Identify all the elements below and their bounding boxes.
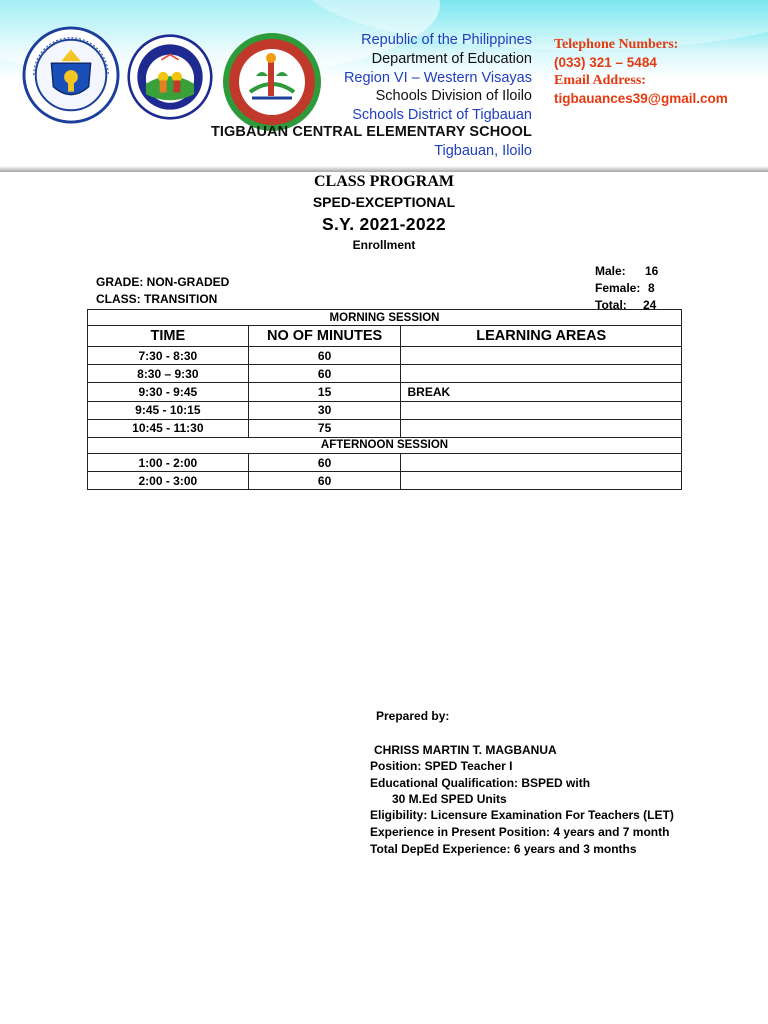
total-label: Total: bbox=[595, 298, 627, 312]
enrollment-heading: Enrollment bbox=[352, 238, 416, 252]
learning-area-cell bbox=[401, 365, 682, 383]
school-year: S.Y. 2021-2022 bbox=[322, 214, 446, 234]
learning-area-cell: BREAK bbox=[401, 383, 682, 401]
female-label: Female: bbox=[595, 281, 641, 295]
total-count: 24 bbox=[643, 298, 657, 312]
agency-line: Schools District of Tigbauan bbox=[352, 107, 532, 123]
teacher-qualification: Educational Qualification: BSPED with bbox=[370, 776, 591, 790]
time-cell: 7:30 - 8:30 bbox=[88, 347, 249, 365]
learning-area-cell bbox=[401, 347, 682, 365]
session-row bbox=[88, 437, 682, 453]
experience-total: Total DepEd Experience: 6 years and 3 months bbox=[370, 842, 637, 856]
morning-session-label: MORNING SESSION bbox=[88, 310, 682, 326]
table-row bbox=[88, 347, 682, 365]
experience-present-position: Experience in Present Position: 4 years and 7 month bbox=[370, 825, 670, 839]
minutes-cell: 60 bbox=[248, 365, 401, 383]
minutes-cell: 60 bbox=[248, 347, 401, 365]
telephone-value: (033) 321 – 5484 bbox=[554, 55, 657, 70]
learning-area-cell bbox=[401, 453, 682, 471]
letterhead-banner bbox=[0, 0, 768, 172]
grade-label: GRADE: NON-GRADED bbox=[96, 275, 230, 289]
table-row bbox=[88, 365, 682, 383]
banner-shadow bbox=[0, 166, 768, 172]
agency-line: Schools Division of Iloilo bbox=[375, 88, 532, 104]
column-header-time: TIME bbox=[88, 326, 249, 347]
agency-line: Region VI – Western Visayas bbox=[343, 70, 532, 86]
teacher-name: CHRISS MARTIN T. MAGBANUA bbox=[374, 743, 557, 757]
email-value: tigbauances39@gmail.com bbox=[554, 91, 728, 106]
female-count: 8 bbox=[648, 281, 655, 295]
time-cell: 8:30 – 9:30 bbox=[88, 365, 249, 383]
document-subtitle: SPED-EXCEPTIONAL bbox=[312, 194, 456, 210]
agency-line: Republic of the Philippines bbox=[361, 32, 532, 48]
school-location: Tigbauan, Iloilo bbox=[434, 143, 532, 159]
time-cell: 1:00 - 2:00 bbox=[88, 453, 249, 471]
time-cell: 10:45 - 11:30 bbox=[88, 419, 249, 437]
teacher-position: Position: SPED Teacher I bbox=[370, 759, 513, 773]
prepared-by-label: Prepared by: bbox=[376, 709, 450, 723]
division-seal-icon bbox=[127, 34, 213, 120]
session-row bbox=[88, 310, 682, 326]
school-name: TIGBAUAN CENTRAL ELEMENTARY SCHOOL bbox=[210, 124, 532, 140]
telephone-label: Telephone Numbers: bbox=[554, 37, 679, 52]
minutes-cell: 75 bbox=[248, 419, 401, 437]
teacher-qualification-cont: 30 M.Ed SPED Units bbox=[392, 792, 507, 806]
class-label: CLASS: TRANSITION bbox=[96, 292, 218, 306]
column-header-learning-areas: LEARNING AREAS bbox=[401, 326, 682, 347]
male-label: Male: bbox=[595, 264, 626, 278]
school-seal-icon bbox=[222, 32, 322, 132]
minutes-cell: 30 bbox=[248, 401, 401, 419]
agency-line: Department of Education bbox=[371, 51, 532, 67]
minutes-cell: 15 bbox=[248, 383, 401, 401]
afternoon-session-label: AFTERNOON SESSION bbox=[88, 437, 682, 453]
time-cell: 9:45 - 10:15 bbox=[88, 401, 249, 419]
learning-area-cell bbox=[401, 472, 682, 490]
learning-area-cell bbox=[401, 401, 682, 419]
male-count: 16 bbox=[645, 264, 659, 278]
learning-area-cell bbox=[401, 419, 682, 437]
teacher-eligibility: Eligibility: Licensure Examination For Teachers (LET) bbox=[370, 808, 674, 822]
email-label: Email Address: bbox=[554, 73, 646, 88]
column-header-minutes: NO OF MINUTES bbox=[248, 326, 401, 347]
time-cell: 2:00 - 3:00 bbox=[88, 472, 249, 490]
document-title: CLASS PROGRAM bbox=[313, 173, 454, 190]
table-row bbox=[88, 472, 682, 490]
table-row bbox=[88, 453, 682, 471]
table-row bbox=[88, 383, 682, 401]
table-row bbox=[88, 419, 682, 437]
table-header-row bbox=[88, 326, 682, 347]
time-cell: 9:30 - 9:45 bbox=[88, 383, 249, 401]
minutes-cell: 60 bbox=[248, 453, 401, 471]
deped-seal-icon bbox=[22, 26, 120, 124]
table-row bbox=[88, 401, 682, 419]
class-schedule-table bbox=[87, 309, 682, 490]
minutes-cell: 60 bbox=[248, 472, 401, 490]
